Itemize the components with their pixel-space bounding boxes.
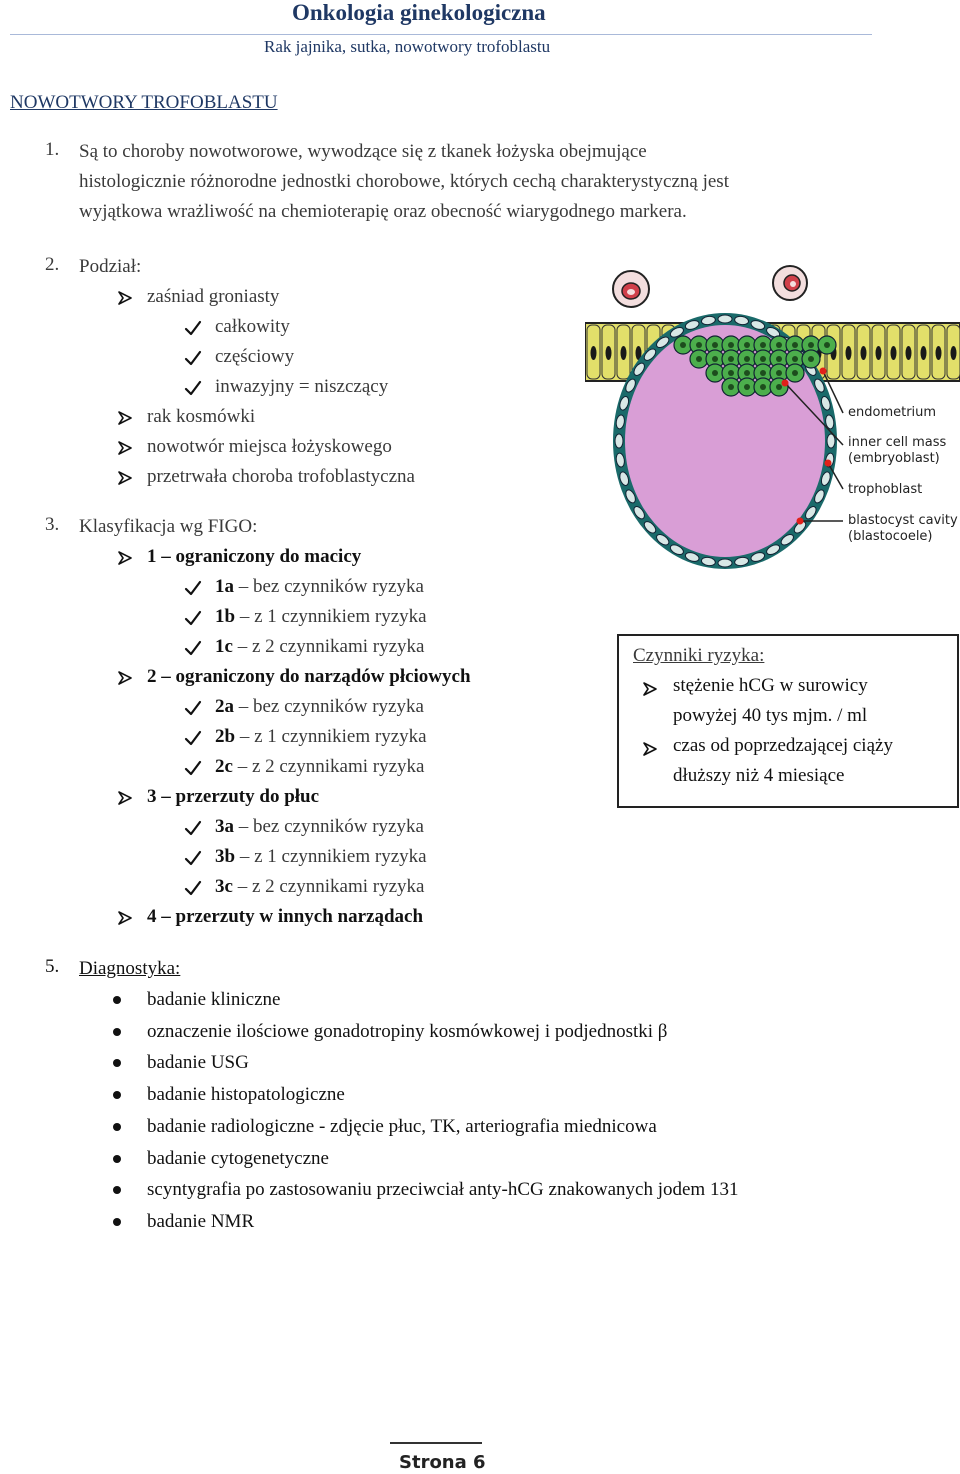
checkmark-icon — [184, 639, 202, 657]
checkmark-icon — [184, 819, 202, 837]
p2-item: rak kosmówki — [147, 406, 256, 427]
checkmark-icon — [184, 729, 202, 747]
p2-heading: Podział: — [79, 256, 142, 277]
p1-line-2: histologicznie różnorodne jednostki chorobowe, których cechą charakterystyczną jest — [79, 171, 729, 192]
figo-text: bez czynników ryzyka — [253, 576, 424, 597]
floating-cell-1 — [613, 271, 649, 307]
inner-cell-nucleus — [744, 384, 750, 390]
inner-cell-nucleus — [760, 370, 766, 376]
diagnostics-item: badanie USG — [147, 1052, 249, 1074]
arrow-bullet-icon — [116, 789, 134, 807]
figo-dash: – — [156, 786, 176, 807]
pointer-dot — [820, 368, 827, 375]
checkmark-icon — [184, 319, 202, 337]
risk-factors-heading: Czynniki ryzyka: — [633, 645, 765, 666]
risk-item-1-line-1: stężenie hCG w surowicy — [673, 675, 868, 696]
diagnostics-item: badanie NMR — [147, 1210, 255, 1232]
inner-cell-nucleus — [776, 342, 782, 348]
bullet-icon — [113, 1059, 121, 1067]
label-blastocoele: (blastocoele) — [848, 529, 933, 544]
figo-code: 3 — [147, 786, 157, 807]
p2-item: całkowity — [215, 316, 290, 337]
risk-factors-box — [617, 634, 959, 808]
figo-text: z 1 czynnikiem ryzyka — [254, 726, 427, 747]
figo-item — [215, 752, 424, 782]
bullet-icon — [113, 1155, 121, 1163]
figo-text: z 2 czynnikami ryzyka — [251, 636, 425, 657]
figo-dash: – — [156, 906, 176, 927]
checkmark-icon — [184, 579, 202, 597]
inner-cell-nucleus — [792, 370, 798, 376]
figo-text: z 2 czynnikami ryzyka — [251, 756, 425, 777]
figo-item — [215, 842, 427, 872]
inner-cell-nucleus — [792, 356, 798, 362]
inner-cell-nucleus — [728, 384, 734, 390]
inner-cell-nucleus — [824, 342, 830, 348]
endometrium-nucleus — [936, 346, 942, 360]
diagnostics-item: badanie kliniczne — [147, 989, 281, 1010]
inner-cell-nucleus — [760, 356, 766, 362]
figo-item — [215, 692, 424, 722]
endometrium-nucleus — [891, 346, 897, 360]
figo-code: 2c — [215, 756, 233, 777]
endometrium-nucleus — [906, 346, 912, 360]
endometrium-nucleus — [876, 346, 882, 360]
arrow-bullet-icon — [116, 549, 134, 567]
figo-item — [215, 602, 427, 632]
endometrium-nucleus — [846, 346, 852, 360]
checkmark-icon — [184, 349, 202, 367]
figo-code: 3c — [215, 876, 233, 897]
inner-cell-nucleus — [776, 384, 782, 390]
figo-code: 1 — [147, 546, 157, 567]
figo-item — [147, 902, 423, 932]
p1-line-3: wyjątkowa wrażliwość na chemioterapię oraz obecność wiarygodnego markera. — [79, 201, 687, 222]
arrow-bullet-icon — [116, 289, 134, 307]
figo-dash: – — [156, 546, 176, 567]
p2-item: inwazyjny = niszczący — [215, 376, 389, 397]
checkmark-icon — [184, 879, 202, 897]
figo-dash: – — [234, 696, 253, 717]
arrow-bullet-icon — [116, 439, 134, 457]
figo-text: z 1 czynnikiem ryzyka — [254, 846, 427, 867]
trophoblast-cell — [615, 434, 623, 448]
inner-cell-nucleus — [808, 356, 814, 362]
inner-cell-nucleus — [680, 342, 686, 348]
figo-dash: – — [156, 666, 176, 687]
figo-code: 1b — [215, 606, 236, 627]
figo-code: 1a — [215, 576, 234, 597]
header-rule — [10, 34, 872, 35]
label-embryoblast: (embryoblast) — [848, 451, 940, 466]
endometrium-nucleus — [921, 346, 927, 360]
checkmark-icon — [184, 849, 202, 867]
inner-cell-nucleus — [776, 356, 782, 362]
page-number: Strona 6 — [399, 1452, 486, 1473]
checkmark-icon — [184, 379, 202, 397]
inner-cell-nucleus — [696, 342, 702, 348]
diagnostics-item: badanie histopatologiczne — [147, 1084, 345, 1106]
arrow-bullet-icon — [116, 409, 134, 427]
trophoblast-cell — [718, 559, 732, 567]
figo-text: z 1 czynnikiem ryzyka — [254, 606, 427, 627]
p2-item: nowotwór miejsca łożyskowego — [147, 436, 392, 457]
figo-text: bez czynników ryzyka — [253, 816, 424, 837]
p2-item: przetrwała choroba trofoblastyczna — [147, 466, 415, 487]
endometrium-nucleus — [606, 346, 612, 360]
bullet-icon — [113, 1028, 121, 1036]
inner-cell-nucleus — [744, 342, 750, 348]
figo-dash: – — [235, 846, 255, 867]
inner-cell-nucleus — [808, 342, 814, 348]
figo-text: ograniczony do narządów płciowych — [175, 666, 471, 687]
inner-cell-nucleus — [712, 370, 718, 376]
figo-dash: – — [235, 726, 255, 747]
figo-item — [215, 722, 427, 752]
risk-item-2-line-1: czas od poprzedzającej ciąży — [673, 735, 893, 756]
checkmark-icon — [184, 609, 202, 627]
endometrium-nucleus — [591, 346, 597, 360]
p2-item: zaśniad groniasty — [147, 286, 280, 307]
blastocyst-diagram — [585, 263, 960, 583]
endometrium-nucleus — [861, 346, 867, 360]
inner-cell-nucleus — [728, 342, 734, 348]
diagnostics-item: scyntygrafia po zastosowaniu przeciwciał anty-hCG znakowanych jodem 131 — [147, 1179, 739, 1201]
header-subtitle: Rak jajnika, sutka, nowotwory trofoblastu — [264, 37, 551, 56]
figo-dash: – — [232, 876, 252, 897]
figo-item — [147, 782, 319, 812]
pointer-dot — [825, 460, 832, 467]
label-blastocyst-cavity: blastocyst cavity — [848, 513, 958, 528]
checkmark-icon — [184, 759, 202, 777]
risk-item-2-line-2: dłuższy niż 4 miesiące — [673, 765, 845, 786]
pointer-dot — [782, 380, 789, 387]
figo-item — [215, 632, 424, 662]
figo-item — [215, 572, 424, 602]
figo-dash: – — [232, 636, 252, 657]
figo-text: ograniczony do macicy — [175, 546, 362, 567]
label-trophoblast: trophoblast — [848, 482, 923, 497]
figo-code: 3a — [215, 816, 234, 837]
figo-item — [215, 872, 424, 902]
figo-code: 2 — [147, 666, 157, 687]
figo-item — [215, 812, 424, 842]
p3-heading: Klasyfikacja wg FIGO: — [79, 516, 258, 537]
inner-cell-nucleus — [744, 356, 750, 362]
p5-heading: Diagnostyka: — [79, 958, 181, 979]
checkmark-icon — [184, 699, 202, 717]
diagnostics-item: oznaczenie ilościowe gonadotropiny kosmówkowej i podjednostki β — [147, 1020, 668, 1042]
section-title: NOWOTWORY TROFOBLASTU — [10, 92, 278, 113]
footer-rule — [390, 1442, 482, 1444]
figo-dash: – — [232, 756, 252, 777]
figo-text: bez czynników ryzyka — [253, 696, 424, 717]
figo-dash: – — [235, 606, 255, 627]
p1-number: 1. — [45, 139, 60, 160]
label-inner-cell-mass: inner cell mass — [848, 435, 947, 450]
label-endometrium: endometrium — [848, 405, 937, 420]
bullet-icon — [113, 996, 121, 1004]
figo-code: 2b — [215, 726, 236, 747]
inner-cell-nucleus — [776, 370, 782, 376]
p3-number: 3. — [45, 514, 60, 535]
arrow-bullet-icon — [641, 740, 659, 758]
floating-cell-2 — [773, 266, 807, 300]
diagnostics-item: badanie cytogenetyczne — [147, 1147, 329, 1169]
p5-number: 5. — [45, 956, 60, 977]
arrow-bullet-icon — [116, 909, 134, 927]
bullet-icon — [113, 1218, 121, 1226]
figo-text: przerzuty do płuc — [175, 786, 320, 807]
inner-cell-nucleus — [760, 342, 766, 348]
figo-code: 3b — [215, 846, 236, 867]
inner-cell-nucleus — [728, 370, 734, 376]
bullet-icon — [113, 1091, 121, 1099]
risk-item-1-line-2: powyżej 40 tys mjm. / ml — [673, 705, 868, 726]
endometrium-nucleus — [621, 346, 627, 360]
figo-code: 4 — [147, 906, 157, 927]
arrow-bullet-icon — [116, 669, 134, 687]
endometrium-nucleus — [951, 346, 957, 360]
p1-line-1: Są to choroby nowotworowe, wywodzące się z tkanek łożyska obejmujące — [79, 141, 647, 162]
figo-text: z 2 czynnikami ryzyka — [251, 876, 425, 897]
inner-cell-nucleus — [712, 356, 718, 362]
p2-number: 2. — [45, 254, 60, 275]
arrow-bullet-icon — [116, 469, 134, 487]
inner-cell-nucleus — [728, 356, 734, 362]
p2-item: częściowy — [215, 346, 295, 367]
figo-dash: – — [234, 816, 253, 837]
figo-code: 1c — [215, 636, 233, 657]
figo-code: 2a — [215, 696, 234, 717]
inner-cell-nucleus — [760, 384, 766, 390]
pointer-dot — [797, 518, 804, 525]
inner-cell-nucleus — [712, 342, 718, 348]
trophoblast-cell — [718, 315, 732, 323]
inner-cell-nucleus — [792, 342, 798, 348]
bullet-icon — [113, 1123, 121, 1131]
figo-text: przerzuty w innych narządach — [175, 906, 424, 927]
inner-cell-nucleus — [696, 356, 702, 362]
diagnostics-item: badanie radiologiczne - zdjęcie płuc, TK, arteriografia miednicowa — [147, 1115, 657, 1137]
figo-item — [147, 542, 361, 572]
arrow-bullet-icon — [641, 680, 659, 698]
bullet-icon — [113, 1186, 121, 1194]
inner-cell-nucleus — [744, 370, 750, 376]
figo-item — [147, 662, 471, 692]
header-title: Onkologia ginekologiczna — [292, 0, 546, 25]
figo-dash: – — [234, 576, 253, 597]
